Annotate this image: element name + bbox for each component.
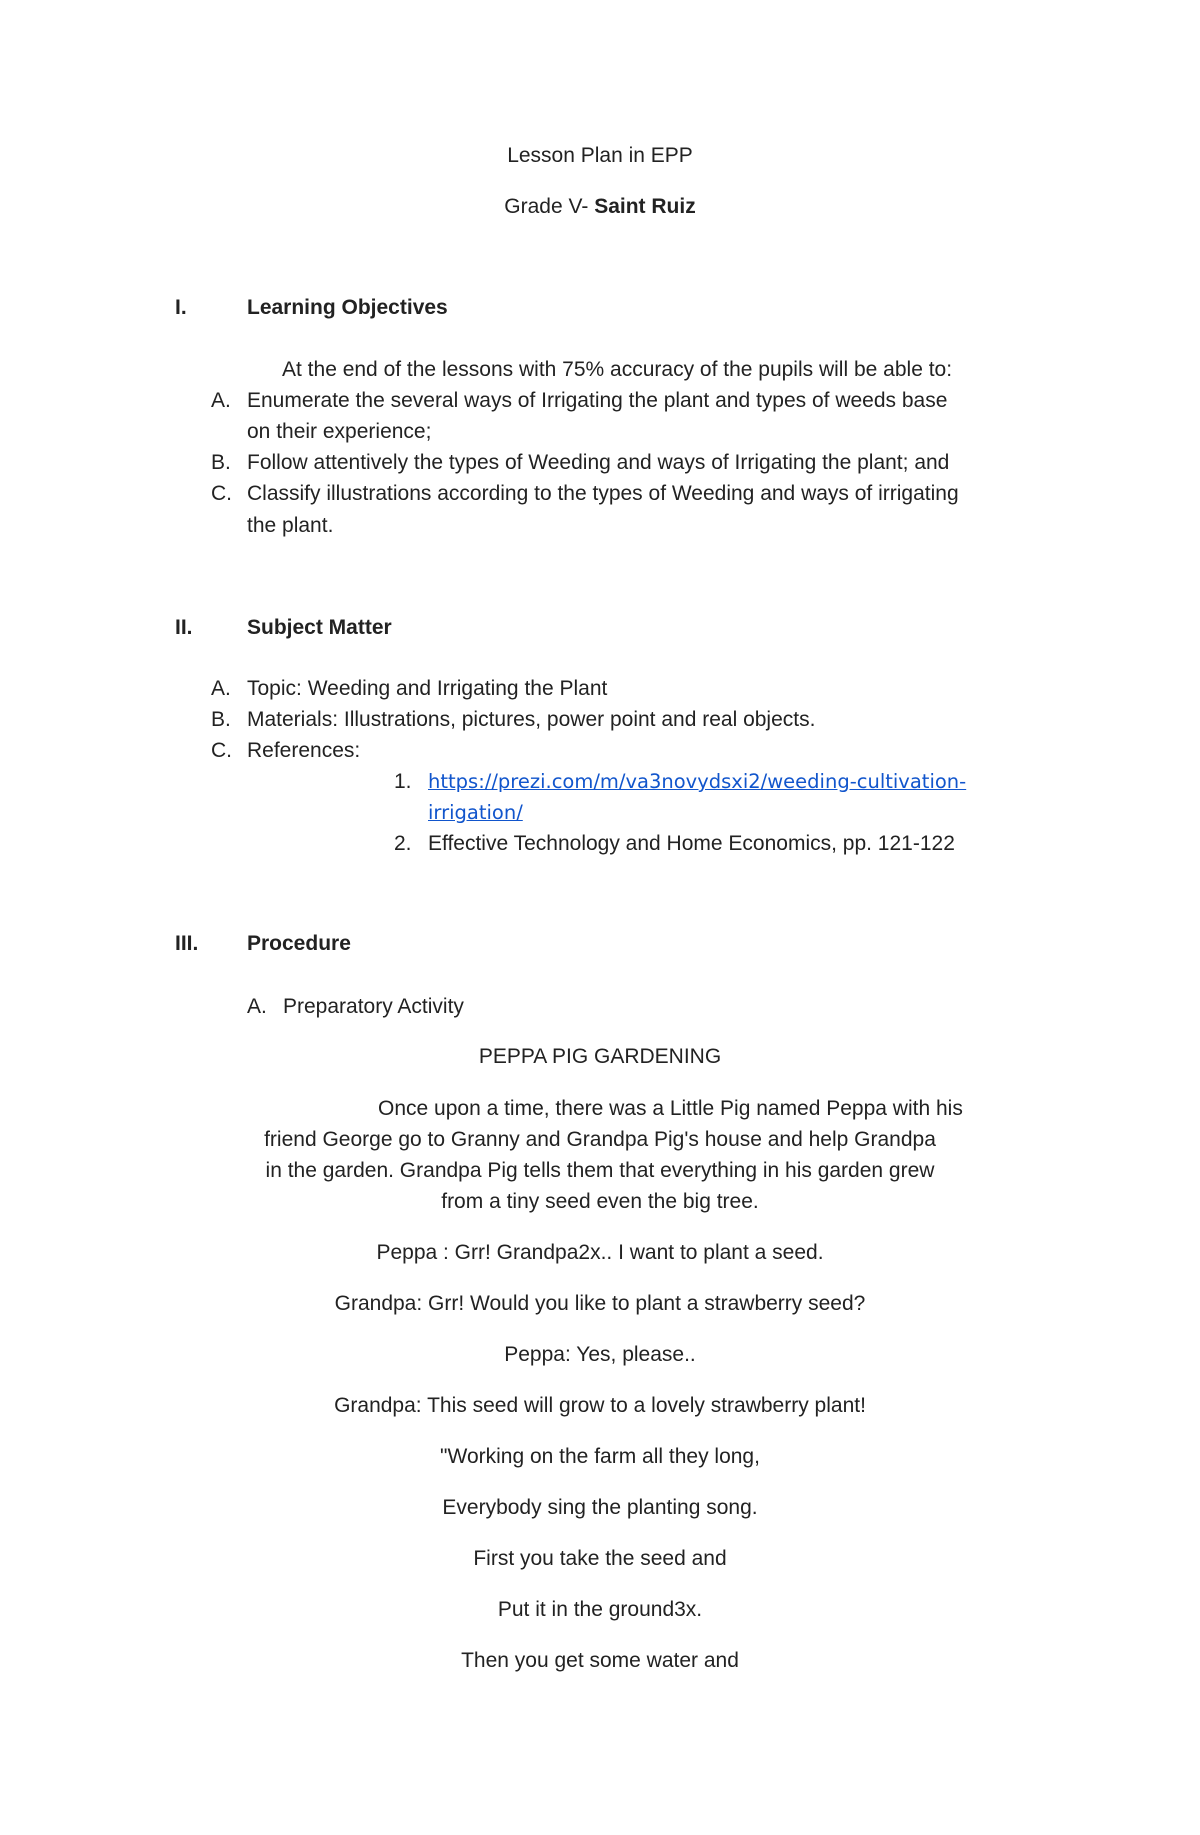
objective-marker: C. bbox=[211, 482, 232, 505]
procedure-marker: A. bbox=[247, 995, 267, 1018]
song-line: Then you get some water and bbox=[461, 1649, 739, 1672]
objectives-intro: At the end of the lessons with 75% accuracy of the pupils will be able to: bbox=[282, 358, 953, 381]
objective-c-line1: Classify illustrations according to the types of Weeding and ways of irrigating bbox=[247, 482, 959, 505]
objective-a-line2: on their experience; bbox=[247, 420, 432, 443]
subject-marker: B. bbox=[211, 708, 231, 731]
section-1-heading: Learning Objectives bbox=[247, 296, 448, 319]
story-title: PEPPA PIG GARDENING bbox=[478, 1045, 722, 1068]
subject-topic: Topic: Weeding and Irrigating the Plant bbox=[247, 677, 608, 700]
story-line: friend George go to Granny and Grandpa Pig's house and help Grandpa bbox=[264, 1128, 936, 1151]
document-title: Lesson Plan in EPP bbox=[507, 144, 693, 167]
subject-marker: C. bbox=[211, 739, 232, 762]
subject-references-label: References: bbox=[247, 739, 361, 762]
preparatory-activity: Preparatory Activity bbox=[283, 995, 464, 1018]
dialogue-line: Peppa: Yes, please.. bbox=[504, 1343, 696, 1366]
grade-label: Grade V- bbox=[504, 195, 595, 218]
objective-a-line1: Enumerate the several ways of Irrigating the plant and types of weeds base bbox=[247, 389, 948, 412]
objective-marker: B. bbox=[211, 451, 231, 474]
song-line: First you take the seed and bbox=[473, 1547, 727, 1570]
grade-line bbox=[0, 191, 1200, 222]
dialogue-line: Peppa : Grr! Grandpa2x.. I want to plant a seed. bbox=[376, 1241, 824, 1264]
section-2-heading: Subject Matter bbox=[247, 616, 392, 639]
objective-b-line1: Follow attentively the types of Weeding and ways of Irrigating the plant; and bbox=[247, 451, 950, 474]
reference-link-line2[interactable]: irrigation/ bbox=[428, 801, 523, 824]
grade-section: Saint Ruiz bbox=[594, 195, 696, 218]
story-line: Once upon a time, there was a Little Pig named Peppa with his bbox=[378, 1097, 963, 1120]
story-line: from a tiny seed even the big tree. bbox=[441, 1190, 759, 1213]
section-2-numeral: II. bbox=[175, 616, 193, 639]
objective-c-line2: the plant. bbox=[247, 514, 334, 537]
reference-link[interactable] bbox=[428, 766, 966, 828]
section-3-heading: Procedure bbox=[247, 932, 351, 955]
story-line: in the garden. Grandpa Pig tells them that everything in his garden grew bbox=[265, 1159, 935, 1182]
subject-materials: Materials: Illustrations, pictures, power point and real objects. bbox=[247, 708, 816, 731]
reference-book: Effective Technology and Home Economics, pp. 121-122 bbox=[428, 832, 955, 855]
subject-marker: A. bbox=[211, 677, 231, 700]
song-line: Put it in the ground3x. bbox=[497, 1598, 703, 1621]
dialogue-line: Grandpa: This seed will grow to a lovely strawberry plant! bbox=[334, 1394, 866, 1417]
reference-marker: 2. bbox=[394, 832, 412, 855]
section-3-numeral: III. bbox=[175, 932, 199, 955]
objective-marker: A. bbox=[211, 389, 231, 412]
reference-marker: 1. bbox=[394, 770, 412, 793]
section-1-numeral: I. bbox=[175, 296, 187, 319]
reference-link-line1[interactable]: https://prezi.com/m/va3novydsxi2/weeding-cultivation- bbox=[428, 770, 967, 793]
dialogue-line: Grandpa: Grr! Would you like to plant a strawberry seed? bbox=[334, 1292, 866, 1315]
song-line: "Working on the farm all they long, bbox=[440, 1445, 760, 1468]
song-line: Everybody sing the planting song. bbox=[442, 1496, 758, 1519]
